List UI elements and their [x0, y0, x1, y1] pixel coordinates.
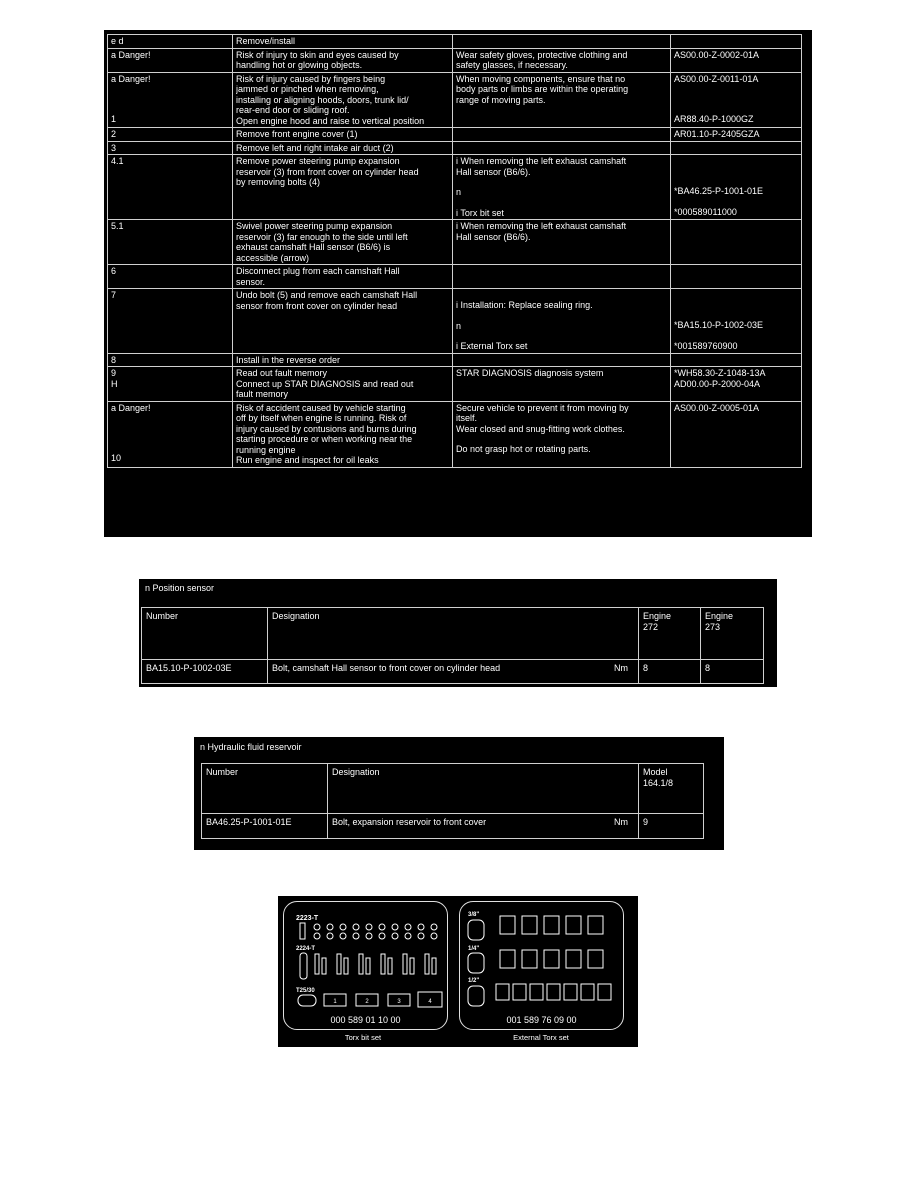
cell-text: Connect up STAR DIAGNOSIS and read out — [236, 378, 414, 389]
cell-text: safety glasses, if necessary. — [456, 60, 568, 70]
note-cell — [453, 72, 671, 128]
step-cell — [108, 367, 233, 402]
action-cell — [233, 289, 453, 354]
header-designation: Designation — [328, 764, 639, 814]
reference-cell — [671, 155, 802, 220]
cell-text: Open engine hood and raise to vertical position — [236, 115, 425, 126]
cell-text: 9 — [111, 368, 117, 378]
cell-text: 4.1 — [111, 156, 124, 166]
note-cell — [453, 48, 671, 72]
procedure-row — [108, 401, 802, 467]
hydraulic-table — [201, 763, 704, 839]
cell-text: AR01.10-P-2405GZA — [674, 129, 760, 139]
cell-text: i When removing the left exhaust camshaft — [456, 156, 627, 166]
action-cell — [233, 141, 453, 155]
cell-text: 7 — [111, 290, 117, 300]
cell-text: a Danger! — [111, 402, 151, 413]
procedure-row — [108, 155, 802, 220]
cell-text: Remove front engine cover (1) — [236, 129, 358, 139]
action-cell — [233, 155, 453, 220]
cell-text: Run engine and inspect for oil leaks — [236, 455, 379, 465]
label-t25: T25/30 — [296, 988, 315, 994]
row-value-272: 8 — [639, 660, 701, 684]
procedure-row — [108, 289, 802, 354]
step-cell — [108, 35, 233, 49]
cell-text: Install in the reverse order — [236, 354, 341, 365]
step-cell — [108, 353, 233, 367]
cell-text: accessible (arrow) — [236, 252, 310, 263]
procedure-row — [108, 353, 802, 367]
cell-text: i Installation: Replace sealing ring. — [456, 300, 593, 310]
reference-cell — [671, 353, 802, 367]
cell-text: Risk of injury caused by fingers being — [236, 73, 386, 84]
cell-text: a Danger! — [111, 49, 151, 60]
cell-text: Risk of injury to skin and eyes caused by — [236, 49, 399, 60]
hydraulic-reservoir-panel — [194, 737, 724, 850]
step-cell — [108, 155, 233, 220]
slot-3: 3 — [397, 999, 401, 1005]
action-cell — [233, 220, 453, 265]
label-2223: 2223-T — [296, 915, 319, 922]
step-cell — [108, 401, 233, 467]
position-sensor-table — [141, 607, 764, 684]
cell-text: 3 — [111, 142, 117, 153]
procedure-row — [108, 141, 802, 155]
cell-text: Secure vehicle to prevent it from moving by — [456, 402, 629, 413]
cell-text: 1 — [111, 114, 117, 124]
note-cell — [453, 367, 671, 402]
reference-cell — [671, 401, 802, 467]
procedure-row — [108, 48, 802, 72]
reference-cell — [671, 220, 802, 265]
cell-text: starting procedure or when working near the — [236, 434, 413, 444]
cell-text: 10 — [111, 453, 122, 463]
label-2224: 2224-T — [296, 946, 316, 952]
slot-2: 2 — [365, 999, 369, 1005]
header-model: Model 164.1/8 — [639, 764, 704, 814]
cell-text: Disconnect plug from each camshaft Hall — [236, 266, 400, 276]
cell-text: *BA15.10-P-1002-03E — [674, 320, 764, 330]
tool-sets-image — [278, 896, 638, 1047]
external-torx-set-number: 001 589 76 09 00 — [506, 1015, 577, 1025]
note-cell — [453, 265, 671, 289]
cell-text: n — [456, 320, 462, 331]
cell-text: e d — [111, 36, 124, 46]
label-1-2: 1/2" — [468, 978, 480, 984]
slot-1: 1 — [333, 999, 337, 1005]
reference-cell — [671, 48, 802, 72]
torx-bit-set-drawing — [284, 902, 447, 1012]
cell-text: 8 — [111, 354, 117, 365]
row-unit: Nm — [614, 663, 628, 673]
step-cell — [108, 220, 233, 265]
torx-bit-set-case — [283, 901, 448, 1030]
cell-text: AD00.00-P-2000-04A — [674, 378, 761, 389]
note-cell — [453, 220, 671, 265]
action-cell — [233, 48, 453, 72]
procedure-row — [108, 35, 802, 49]
cell-text: *WH58.30-Z-1048-13A — [674, 368, 766, 378]
cell-text: body parts or limbs are within the operating — [456, 84, 629, 94]
cell-text: 6 — [111, 266, 117, 276]
row-number: BA15.10-P-1002-03E — [142, 660, 268, 684]
cell-text: installing or aligning hoods, doors, trunk lid/ — [236, 94, 409, 105]
cell-text: Wear closed and snug-fitting work clothes. — [456, 423, 625, 434]
external-torx-set-case — [459, 901, 624, 1030]
cell-text: a Danger! — [111, 73, 151, 84]
cell-text: i When removing the left exhaust camshaft — [456, 221, 627, 231]
cell-text: 5.1 — [111, 221, 124, 231]
cell-text: Hall sensor (B6/6). — [456, 231, 531, 242]
reference-cell — [671, 265, 802, 289]
cell-text: AS00.00-Z-0002-01A — [674, 49, 760, 60]
procedure-row — [108, 367, 802, 402]
action-cell — [233, 367, 453, 402]
cell-text: handling hot or glowing objects. — [236, 60, 363, 70]
procedure-row — [108, 128, 802, 142]
cell-text: Risk of accident caused by vehicle starting — [236, 402, 406, 413]
note-cell — [453, 35, 671, 49]
cell-text: *000589011000 — [674, 206, 737, 217]
cell-text: jammed or pinched when removing, — [236, 84, 379, 94]
cell-text: reservoir (3) far enough to the side until left — [236, 231, 408, 242]
position-sensor-title: n Position sensor — [145, 583, 215, 593]
step-cell — [108, 141, 233, 155]
cell-text: rear-end door or sliding roof. — [236, 105, 350, 115]
cell-text: Remove left and right intake air duct (2) — [236, 142, 394, 153]
step-cell — [108, 48, 233, 72]
cell-text: i External Torx set — [456, 341, 528, 351]
procedure-row — [108, 220, 802, 265]
procedure-row — [108, 265, 802, 289]
cell-text: Hall sensor (B6/6). — [456, 166, 531, 177]
torx-bit-set-number: 000 589 01 10 00 — [330, 1015, 401, 1025]
procedure-table — [107, 34, 802, 468]
header-engine-273: Engine 273 — [701, 608, 764, 660]
step-cell — [108, 72, 233, 128]
note-cell — [453, 141, 671, 155]
cell-text: reservoir (3) from front cover on cylinder head — [236, 166, 419, 177]
reference-cell — [671, 289, 802, 354]
cell-text: fault memory — [236, 389, 289, 399]
action-cell — [233, 353, 453, 367]
action-cell — [233, 35, 453, 49]
header-number: Number — [142, 608, 268, 660]
cell-text: itself. — [456, 413, 478, 423]
row-number: BA46.25-P-1001-01E — [202, 814, 328, 839]
step-cell — [108, 289, 233, 354]
cell-text: Swivel power steering pump expansion — [236, 221, 393, 231]
note-cell — [453, 401, 671, 467]
cell-text: When moving components, ensure that no — [456, 73, 626, 84]
procedure-row — [108, 72, 802, 128]
label-3-8: 3/8" — [468, 912, 480, 918]
torx-bit-set-caption: Torx bit set — [344, 1033, 382, 1042]
reference-cell — [671, 367, 802, 402]
cell-text: Remove power steering pump expansion — [236, 156, 400, 166]
cell-text: exhaust camshaft Hall sensor (B6/6) is — [236, 242, 391, 252]
cell-text: off by itself when engine is running. Risk of — [236, 413, 407, 423]
cell-text: *BA46.25-P-1001-01E — [674, 186, 764, 196]
cell-text: i Torx bit set — [456, 207, 504, 218]
cell-text: Remove/install — [236, 36, 296, 46]
header-engine-272: Engine 272 — [639, 608, 701, 660]
note-cell — [453, 128, 671, 142]
cell-text: running engine — [236, 444, 296, 455]
cell-text: Undo bolt (5) and remove each camshaft Hall — [236, 290, 418, 300]
reference-cell — [671, 35, 802, 49]
position-sensor-panel — [139, 579, 777, 687]
reference-cell — [671, 72, 802, 128]
cell-text: sensor. — [236, 276, 266, 287]
hydraulic-title: n Hydraulic fluid reservoir — [200, 742, 302, 752]
procedure-panel — [104, 30, 812, 537]
row-value-273: 8 — [701, 660, 764, 684]
reference-cell — [671, 141, 802, 155]
action-cell — [233, 128, 453, 142]
action-cell — [233, 401, 453, 467]
header-number: Number — [202, 764, 328, 814]
cell-text: n — [456, 187, 462, 197]
cell-text: injury caused by contusions and burns during — [236, 423, 417, 434]
cell-text: AR88.40-P-1000GZ — [674, 114, 754, 124]
note-cell — [453, 289, 671, 354]
note-cell — [453, 155, 671, 220]
note-cell — [453, 353, 671, 367]
external-torx-set-drawing — [460, 902, 623, 1012]
step-cell — [108, 128, 233, 142]
cell-text: AS00.00-Z-0011-01A — [674, 73, 759, 84]
cell-text: by removing bolts (4) — [236, 177, 321, 187]
row-unit: Nm — [614, 817, 628, 827]
row-value: 9 — [639, 814, 704, 839]
cell-text: 2 — [111, 129, 117, 139]
slot-4: 4 — [428, 999, 432, 1005]
cell-text: STAR DIAGNOSIS diagnosis system — [456, 368, 604, 378]
cell-text: range of moving parts. — [456, 94, 546, 105]
step-cell — [108, 265, 233, 289]
row-designation: Bolt, camshaft Hall sensor to front cover on cylinder head Nm — [268, 660, 639, 684]
header-designation: Designation — [268, 608, 639, 660]
reference-cell — [671, 128, 802, 142]
cell-text: *001589760900 — [674, 340, 738, 351]
cell-text: AS00.00-Z-0005-01A — [674, 402, 760, 413]
cell-text: sensor from front cover on cylinder head — [236, 300, 398, 311]
row-designation: Bolt, expansion reservoir to front cover Nm — [328, 814, 639, 839]
label-1-4: 1/4" — [468, 946, 480, 952]
cell-text: Wear safety gloves, protective clothing and — [456, 49, 628, 60]
action-cell — [233, 72, 453, 128]
cell-text: Read out fault memory — [236, 368, 328, 378]
action-cell — [233, 265, 453, 289]
cell-text: H — [111, 378, 118, 389]
cell-text: Do not grasp hot or rotating parts. — [456, 444, 591, 454]
external-torx-set-caption: External Torx set — [513, 1033, 569, 1042]
